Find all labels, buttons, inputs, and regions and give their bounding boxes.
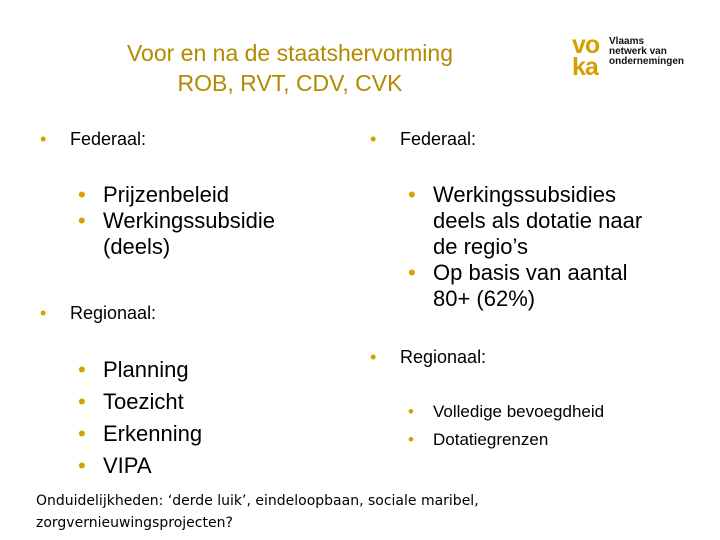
bullet-icon: • bbox=[78, 453, 86, 478]
bullet-icon: • bbox=[40, 303, 47, 323]
bullet-icon: • bbox=[370, 347, 377, 367]
slide-title-line-1: Voor en na de staatshervorming bbox=[126, 40, 454, 66]
bullet-icon: • bbox=[370, 129, 377, 149]
list-item: • Volledige bevoegdheid bbox=[408, 398, 668, 426]
bullet-icon: • bbox=[78, 182, 86, 207]
bullet-icon: • bbox=[78, 421, 86, 446]
bullet-icon: • bbox=[408, 260, 416, 285]
bullet-icon: • bbox=[408, 430, 414, 449]
left-federal-list bbox=[78, 182, 318, 260]
list-item: • Dotatiegrenzen bbox=[408, 426, 668, 454]
voka-logo bbox=[572, 31, 702, 82]
list-item: • Erkenning bbox=[78, 418, 278, 450]
slide-title-line-2: ROB, RVT, CDV, CVK bbox=[177, 70, 403, 96]
list-item: • Op basis van aantal 80+ (62%) bbox=[408, 260, 628, 311]
list-item: • Prijzenbeleid bbox=[78, 182, 229, 207]
list-item: • Toezicht bbox=[78, 386, 278, 418]
voka-logo-text: Vlaams netwerk van ondernemingen bbox=[609, 36, 685, 67]
bullet-icon: • bbox=[40, 129, 47, 149]
list-item: • VIPA bbox=[78, 450, 278, 482]
list-item: • Werkingssubsidie (deels) bbox=[78, 208, 276, 259]
footnote: Onduidelijkheden: ‘derde luik’, eindeloopbaan, sociale maribel, zorgvernieuwingsprojecten? bbox=[36, 493, 479, 531]
bullet-icon: • bbox=[78, 208, 86, 233]
list-item: • Planning bbox=[78, 354, 278, 386]
slide-title bbox=[60, 38, 520, 98]
left-regional-list bbox=[78, 354, 278, 482]
right-federal-list bbox=[408, 182, 668, 312]
bullet-icon: • bbox=[78, 389, 86, 414]
bullet-icon: • bbox=[408, 182, 416, 207]
right-regional-list bbox=[408, 398, 668, 454]
bullet-icon: • bbox=[78, 357, 86, 382]
list-item: • Werkingssubsidies deels als dotatie naar de regio’s bbox=[408, 182, 643, 259]
voka-logo-mark: vo ka bbox=[572, 31, 600, 81]
bullet-icon: • bbox=[408, 402, 414, 421]
